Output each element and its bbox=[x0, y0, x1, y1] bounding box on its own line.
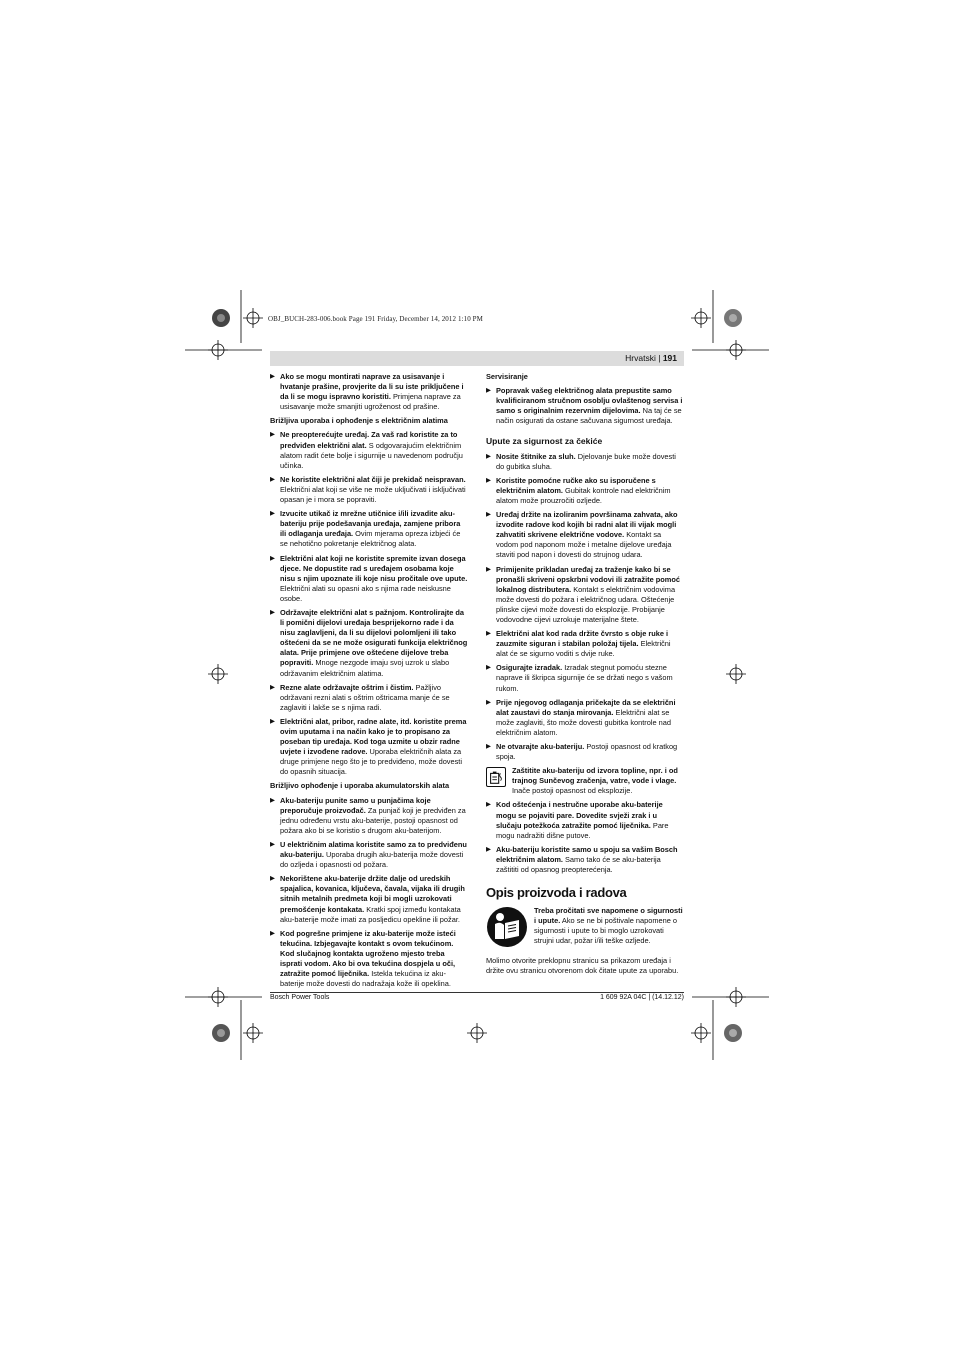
list-item: ▶ Ne preopterećujte uređaj. Za vaš rad koristite za to predviđen električni alat. S odgovarajućim električnim alatom radit ćete bolje i sigurnije u navedenom području učinka. bbox=[270, 430, 463, 470]
triangle-right-icon: ▶ bbox=[270, 840, 275, 848]
page-number: 191 bbox=[662, 353, 677, 363]
triangle-right-icon: ▶ bbox=[486, 845, 491, 853]
triangle-right-icon: ▶ bbox=[270, 510, 275, 518]
triangle-right-icon: ▶ bbox=[270, 875, 275, 883]
triangle-right-icon: ▶ bbox=[486, 698, 491, 706]
triangle-right-icon: ▶ bbox=[270, 683, 275, 691]
header-text bbox=[625, 353, 677, 363]
list-item: ▶ Ne otvarajte aku-bateriju. Postoji opasnost od kratkog spoja. bbox=[486, 742, 678, 762]
list-item: ▶ Električni alat, pribor, radne alate, itd. koristite prema ovim uputama i na način kako je to propisano za poseban tip uređaja. Kod toga uzmite u obzir radne uvjete i izvođene radove. Uporaba električnih alata za druge primjene nego što je to predviđeno, može dovesti do opasnih situacija. bbox=[270, 716, 467, 777]
list-item: ▶ Rezne alate održavajte oštrim i čistim. Pažljivo održavani rezni alati s oštrim oštricama manje će se zaglaviti i lakše se s njima radi. bbox=[270, 682, 450, 712]
battery-heat-warning-icon bbox=[486, 767, 506, 787]
triangle-right-icon: ▶ bbox=[486, 387, 491, 395]
triangle-right-icon: ▶ bbox=[486, 476, 491, 484]
list-item: ▶ Prije njegovog odlaganja pričekajte da se električni alat zaustavi do stanja mirovanja. Električni alat se može zaglaviti, što može dovesti gubitka kontrole nad električnim alatom. bbox=[486, 697, 676, 737]
triangle-right-icon: ▶ bbox=[486, 511, 491, 519]
read-manual-icon bbox=[486, 906, 528, 948]
list-item: ▶ Ako se mogu montirati naprave za usisavanje i hvatanje prašine, provjerite da li su iste priključene i da li se mogu ispravno koristiti. Primjena naprave za usisavanje može smanjiti ugroženost od prašine. bbox=[270, 372, 464, 412]
footer-doc-number: 1 609 92A 04C | (14.12.12) bbox=[600, 994, 684, 1001]
list-item: ▶ Održavajte električni alat s pažnjom. Kontrolirajte da li pomični dijelovi uređaja besprijekorno rade i da nisu zaglavljeni, da li su dijelovi polomljeni ili tako oštećeni da se ne može osigurati funkcija električnog alata. Prije primjene ove oštećene dijelove treba popraviti. Mnoge nezgode imaju svoj uzrok u slabo održavanim električnim alatima. bbox=[270, 607, 468, 678]
list-item: ▶ Popravak vašeg električnog alata prepustite samo kvalificiranom stručnom osoblju ovlaštenog servisa i samo s originalnim rezervnim dijelovima. Na taj će se način osigurati da ostane sačuvana sigurnost uređaja. bbox=[486, 386, 683, 426]
header-separator: | bbox=[658, 353, 661, 363]
list-item: ▶ Kod pogrešne primjene iz aku-baterije može isteći tekućina. Izbjegavajte kontakt s ovom tekućinom. Kod slučajnog kontakta ugroženo mjesto treba isprati vodom. Ako bi ova tekućina dospjela u oči, zatražite pomoć liječnika. Istekla tekućina iz aku-baterije može dovesti do nadražaja kože ili opeklina. bbox=[270, 928, 456, 989]
list-item: ▶ Ne koristite električni alat čiji je prekidač neispravan. Električni alat koji se više ne može uključivati i isključivati opasan je i mora se popraviti. bbox=[270, 474, 466, 505]
footer-brand: Bosch Power Tools bbox=[270, 994, 330, 1001]
triangle-right-icon: ▶ bbox=[486, 743, 491, 750]
list-item: Zaštitite aku-bateriju od izvora topline, npr. i od trajnog Sunčevog zračenja, vatre, vode i vlage. Inače postoji opasnost od eksplozije. bbox=[486, 766, 684, 796]
triangle-right-icon: ▶ bbox=[270, 373, 275, 380]
list-item: ▶ Aku-bateriju koristite samo u spoju sa vašim Bosch električnim alatom. Samo tako će se aku-baterija zaštititi od opasnog preopterećenja. bbox=[486, 844, 678, 875]
triangle-right-icon: ▶ bbox=[270, 554, 275, 562]
triangle-right-icon: ▶ bbox=[486, 801, 491, 809]
list-item: ▶ Električni alat koji ne koristite spremite izvan dosega djece. Ne dopustite rad s uređajem osobama koje nisu s njim upoznate ili koje nisu pročitale ove upute. Električni alati su opasni ako s njima rade neiskusne osobe. bbox=[270, 553, 468, 603]
list-item: ▶ Izvucite utikač iz mrežne utičnice i/ili izvadite aku-bateriju prije podešavanja uređaja, zamjene pribora ili odlaganja uređaja. Ovim mjerama opreza izbjeći će se nehotično pokretanje električnog alata. bbox=[270, 509, 461, 549]
triangle-right-icon: ▶ bbox=[270, 475, 275, 483]
section-heading: Brižljivo ophođenje i uporaba akumulatorskih alata bbox=[270, 781, 450, 791]
triangle-right-icon: ▶ bbox=[486, 565, 491, 573]
list-item: ▶ U električnim alatima koristite samo za to predviđenu aku-bateriju. Uporaba drugih aku-baterija može dovesti do ozljeda i opasnosti od požara. bbox=[270, 839, 467, 870]
footer-rule bbox=[270, 992, 684, 993]
list-item: ▶ Aku-bateriju punite samo u punjačima koje preporučuje proizvođač. Za punjač koji je predviđen za jednu određenu vrstu aku-baterije, postoji opasnost od požara ako bi se koristio s drugom aku-baterijom. bbox=[270, 795, 466, 835]
list-item: ▶ Nekorištene aku-baterije držite dalje od uredskih spajalica, kovanica, ključeva, čavala, vijaka ili drugih sitnih metalnih predmeta koji bi mogli uzrokovati premošćenje kontakata. Kratki spoj između kontakata aku-baterije može imati za posljedicu opekline ili požar. bbox=[270, 874, 465, 924]
triangle-right-icon: ▶ bbox=[486, 630, 491, 638]
section-heading: Servisiranje bbox=[486, 372, 528, 381]
header-language: Hrvatski bbox=[625, 353, 656, 363]
section-title: Opis proizvoda i radova bbox=[486, 885, 627, 901]
triangle-right-icon: ▶ bbox=[270, 929, 275, 937]
triangle-right-icon: ▶ bbox=[270, 796, 275, 804]
manual-notice: Treba pročitati sve napomene o sigurnosti i upute. Ako se ne bi poštivale napomene o sigurnosti i upute to bi moglo uzrokovati strujni udar, požar i/ili teške ozljede. bbox=[486, 906, 684, 950]
list-item: ▶ Nosite štitnike za sluh. Djelovanje buke može dovesti do gubitka sluha. bbox=[486, 451, 676, 471]
page-header bbox=[270, 351, 684, 366]
body-paragraph: Molimo otvorite preklopnu stranicu sa prikazom uređaja i držite ovu stranicu otvorenom dok čitate upute za uporabu. bbox=[486, 956, 679, 976]
triangle-right-icon: ▶ bbox=[270, 608, 275, 616]
print-slug: OBJ_BUCH-283-006.book Page 191 Friday, December 14, 2012 1:10 PM bbox=[268, 315, 483, 323]
list-item: ▶ Primijenite prikladan uređaj za traženje kako bi se pronašli skriveni opskrbni vodovi ili zatražite pomoć lokalnog distributera. Kontakt s električnim vodovima može dovesti do požara i električnog udara. Oštećenje plinske cijevi može dovesti do eksplozije. Probijanje vodovodne cijevi uzrokuje materijalne štete. bbox=[486, 564, 680, 624]
triangle-right-icon: ▶ bbox=[486, 664, 491, 672]
section-heading: Upute za sigurnost za čekiće bbox=[486, 436, 603, 447]
list-item: ▶ Kod oštećenja i nestručne uporabe aku-baterije mogu se pojaviti pare. Dovedite svježi zrak i u slučaju potežkoća zatražite pomoć liječnika. Pare mogu nadražiti dišne putove. bbox=[486, 800, 669, 840]
section-heading: Brižljiva uporaba i ophođenje s električnim alatima bbox=[270, 416, 448, 426]
list-item: ▶ Koristite pomoćne ručke ako su isporučene s električnim alatom. Gubitak kontrole nad električnim alatom može prouzročiti ozljede. bbox=[486, 475, 671, 505]
list-item: ▶ Električni alat kod rada držite čvrsto s obje ruke i zauzmite siguran i stabilan položaj tijela. Električni alat će se sigurno voditi s dvije ruke. bbox=[486, 629, 671, 659]
right-column bbox=[486, 372, 684, 976]
left-column bbox=[270, 372, 468, 993]
triangle-right-icon: ▶ bbox=[270, 431, 275, 439]
triangle-right-icon: ▶ bbox=[270, 717, 275, 725]
triangle-right-icon: ▶ bbox=[486, 452, 491, 460]
list-item: ▶ Uređaj držite na izoliranim površinama zahvata, ako izvodite radove kod kojih bi radni alat ili vijak mogli zahvatiti skrivene električne vodove. Kontakt sa vodom pod naponom može i metalne dijelove uređaja staviti pod napon i dovesti do strujnog udara. bbox=[486, 510, 678, 560]
list-item: ▶ Osigurajte izradak. Izradak stegnut pomoću stezne naprave ili škripca sigurnije će se držati nego s vašom rukom. bbox=[486, 663, 673, 693]
